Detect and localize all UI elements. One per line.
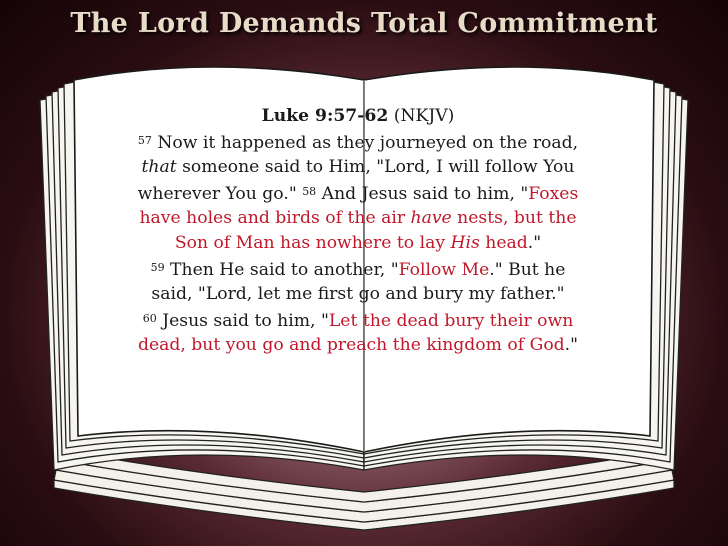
verse-line [92,231,624,256]
verse-line [92,333,624,358]
words-of-jesus: dead, but you go and preach the kingdom of God [137,335,565,356]
words-of-jesus: have holes and birds of the air [139,208,411,229]
verse-text: Then He said to another, " [164,259,399,280]
words-of-jesus: have [410,208,452,229]
verse-text: Jesus said to him, " [156,310,329,331]
slide-title: The Lord Demands Total Commitment [70,8,658,39]
verse-line [92,256,624,283]
words-of-jesus: Foxes [528,183,579,204]
words-of-jesus: nests, but the [451,208,577,229]
verse-line [92,129,624,156]
words-of-jesus: Let the dead bury their own [328,310,574,331]
verse-text: ." [527,232,542,253]
verse-line [92,155,624,180]
words-of-jesus: head [479,232,528,253]
verse-text: wherever You go." [137,183,303,204]
verse-number: 58 [302,184,317,198]
passage-heading [92,104,624,129]
verse-text: that [141,157,177,178]
verse-line [92,307,624,334]
passage-version: (NKJV) [393,106,455,126]
passage-reference: Luke 9:57-62 [261,106,389,126]
verse-text: said, "Lord, let me first go and bury my father." [151,284,565,305]
words-of-jesus: Follow Me [398,259,490,280]
verse-line [92,282,624,307]
verse-line [92,206,624,231]
verse-lines [92,129,624,358]
verse-text: ." [564,335,579,356]
verse-number: 59 [150,260,165,274]
scripture-passage [92,104,624,358]
verse-number: 57 [137,133,152,147]
verse-text: Now it happened as they journeyed on the road, [151,132,579,153]
verse-text: ." But he [489,259,566,280]
verse-text: And Jesus said to him, " [316,183,529,204]
verse-text: someone said to Him, "Lord, I will follow You [176,157,575,178]
words-of-jesus: Son of Man has nowhere to lay [174,232,451,253]
words-of-jesus: His [450,232,480,253]
verse-number: 60 [142,311,157,325]
verse-line [92,180,624,207]
